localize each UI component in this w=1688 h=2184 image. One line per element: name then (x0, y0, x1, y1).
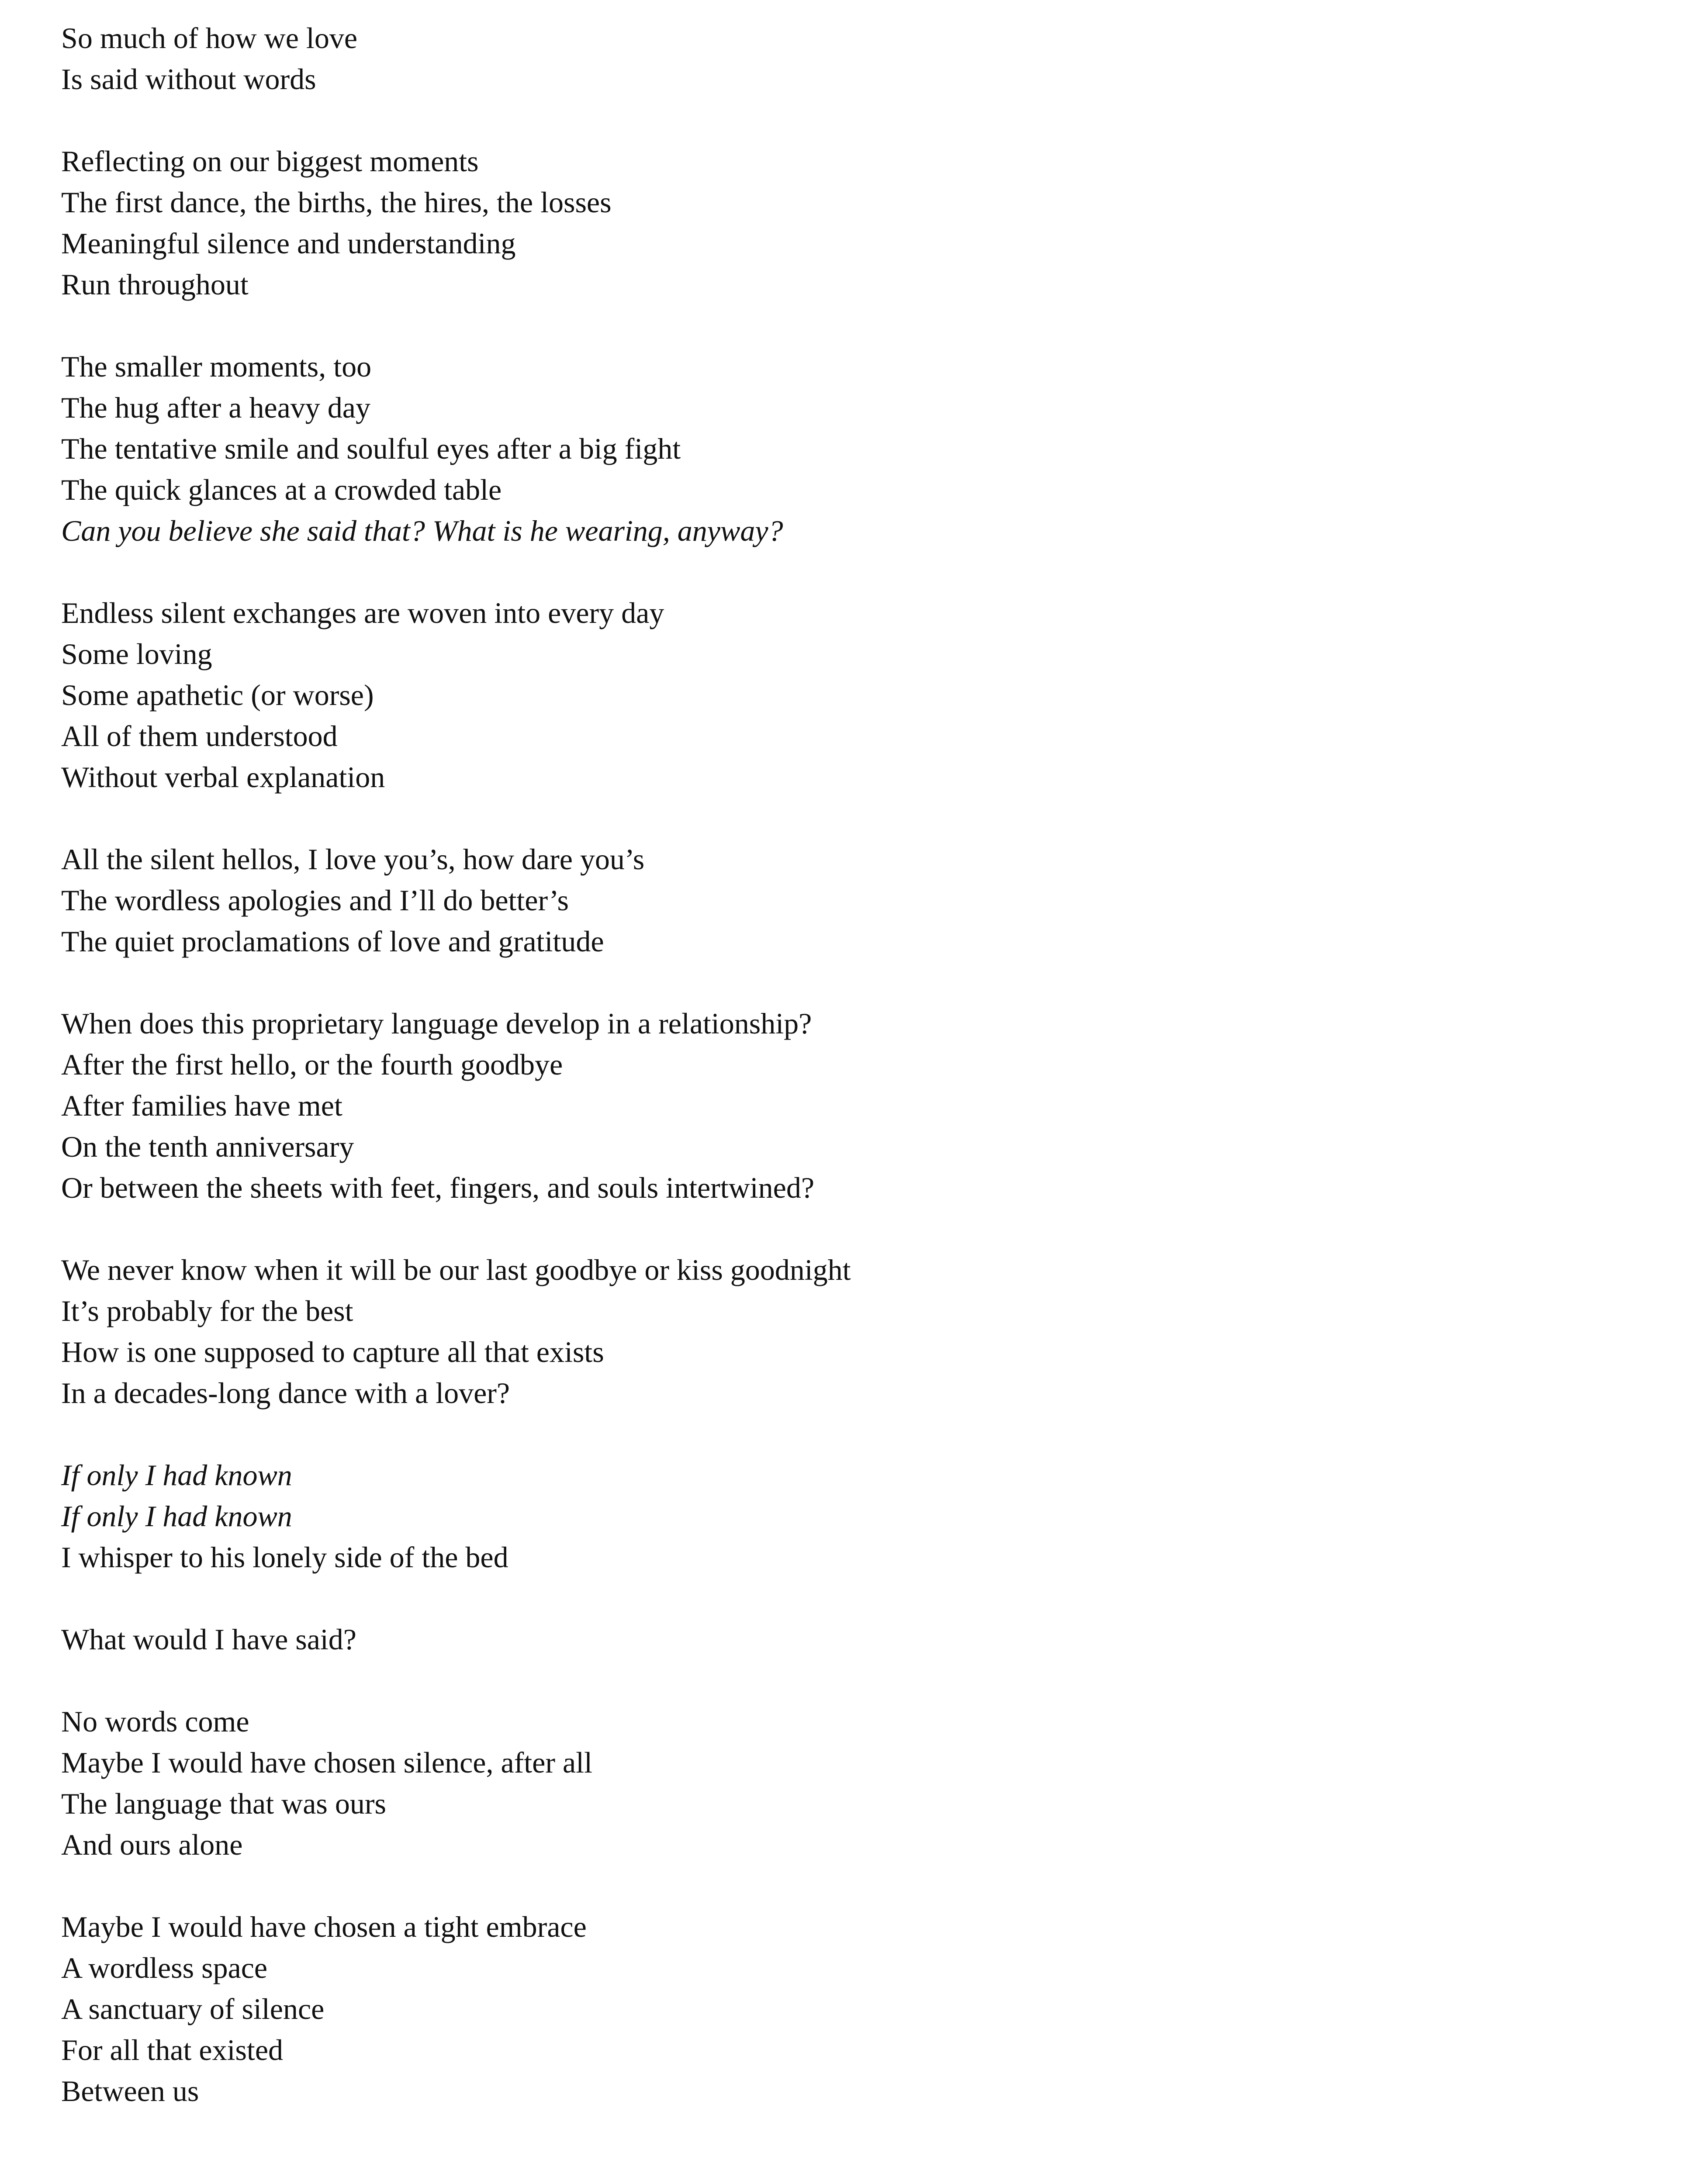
poem-body (61, 17, 1634, 2111)
poem-line: The wordless apologies and I’ll do better’s (61, 884, 569, 917)
stanza (61, 1701, 1634, 1865)
poem-line: After families have met (61, 1089, 342, 1122)
poem-line: Maybe I would have chosen silence, after all (61, 1746, 592, 1779)
poem-line: The tentative smile and soulful eyes after a big fight (61, 432, 681, 465)
poem-line: Run throughout (61, 268, 249, 301)
poem-line: We never know when it will be our last goodbye or kiss goodnight (61, 1253, 851, 1286)
poem-line: The quiet proclamations of love and gratitude (61, 925, 604, 958)
poem-line-italic: Can you believe she said that? What is he wearing, anyway? (61, 514, 783, 547)
stanza (61, 839, 1634, 962)
poem-line: I whisper to his lonely side of the bed (61, 1541, 508, 1574)
poem-line: All of them understood (61, 719, 338, 753)
poem-line: Meaningful silence and understanding (61, 227, 516, 260)
poem-line: All the silent hellos, I love you’s, how dare you’s (61, 843, 645, 876)
poem-line: The hug after a heavy day (61, 391, 370, 424)
poem-line: Maybe I would have chosen a tight embrace (61, 1910, 587, 1943)
poem-line: It’s probably for the best (61, 1294, 353, 1327)
poem-line: Or between the sheets with feet, fingers, and souls intertwined? (61, 1171, 815, 1204)
poem-line-italic: If only I had known (61, 1500, 292, 1533)
poem-line-italic: If only I had known (61, 1458, 292, 1492)
poem-line: Without verbal explanation (61, 760, 385, 794)
stanza (61, 1249, 1634, 1413)
poem-line: A sanctuary of silence (61, 1992, 325, 2025)
poem-line: On the tenth anniversary (61, 1130, 354, 1163)
poem-line: Between us (61, 2074, 199, 2108)
stanza (61, 346, 1634, 551)
poem-line: After the first hello, or the fourth goodbye (61, 1048, 563, 1081)
poem-line: Is said without words (61, 62, 316, 96)
stanza (61, 17, 1634, 100)
poem-line: And ours alone (61, 1828, 243, 1861)
poem-line: So much of how we love (61, 21, 358, 55)
poem-line: A wordless space (61, 1951, 268, 1984)
stanza (61, 1906, 1634, 2111)
poem-line: Some apathetic (or worse) (61, 678, 374, 712)
poem-line: What would I have said? (61, 1623, 356, 1656)
stanza (61, 592, 1634, 798)
poem-line: How is one supposed to capture all that exists (61, 1335, 604, 1368)
poem-line: No words come (61, 1705, 249, 1738)
poem-line: The language that was ours (61, 1787, 386, 1820)
stanza (61, 1455, 1634, 1578)
poem-line: When does this proprietary language develop in a relationship? (61, 1007, 812, 1040)
poem-line: For all that existed (61, 2033, 284, 2067)
poem-line: Some loving (61, 637, 212, 670)
stanza (61, 141, 1634, 305)
poem-line: The quick glances at a crowded table (61, 473, 502, 506)
poem-line: Endless silent exchanges are woven into every day (61, 596, 664, 629)
poem-line: The smaller moments, too (61, 350, 372, 383)
stanza (61, 1003, 1634, 1208)
poem-line: The first dance, the births, the hires, the losses (61, 186, 612, 219)
poem-line: In a decades-long dance with a lover? (61, 1376, 510, 1410)
poem-line: Reflecting on our biggest moments (61, 145, 479, 178)
stanza (61, 1619, 1634, 1660)
